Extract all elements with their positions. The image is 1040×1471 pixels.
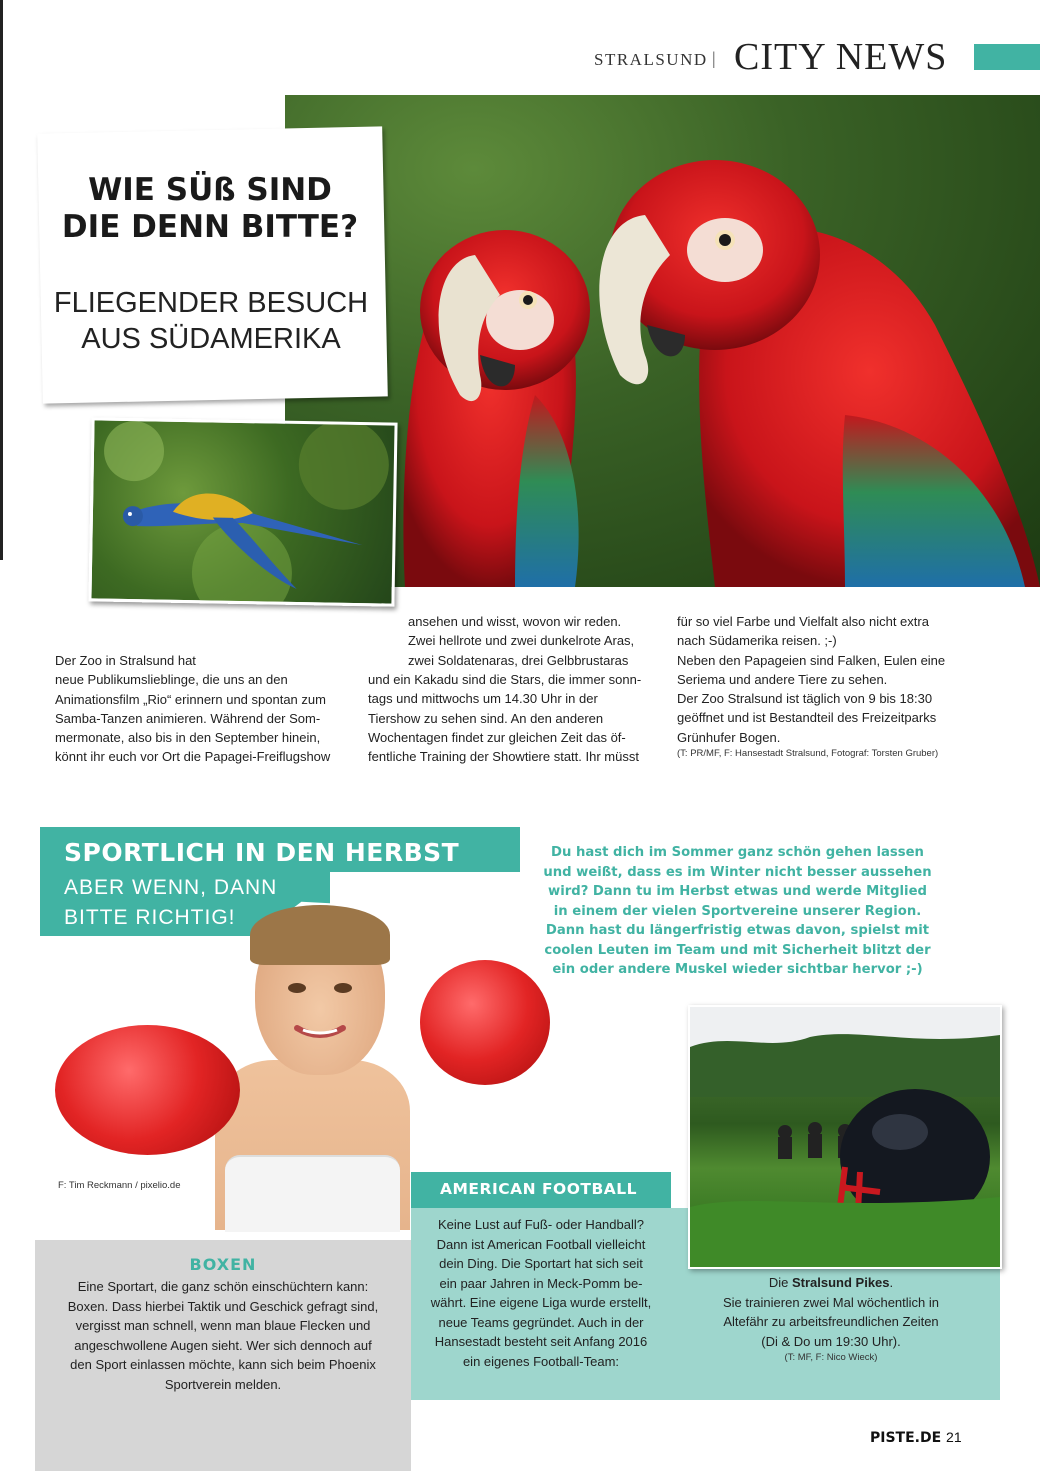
- sport-subtitle-line-1: ABER WENN, DANN: [64, 876, 278, 899]
- text-line: ansehen und wisst, wovon wir reden.: [408, 614, 622, 629]
- text-line: währt. Eine eigene Liga wurde erstellt,: [430, 1295, 652, 1310]
- text-line: Dann ist American Football vielleicht: [436, 1236, 646, 1252]
- text-line: Grünhufer Bogen.: [677, 729, 781, 745]
- header-separator: |: [712, 48, 716, 68]
- section-label: STRALSUND: [594, 50, 708, 69]
- page-title: CITY NEWS: [734, 36, 948, 78]
- boxer-top: [225, 1155, 400, 1232]
- text-line: tags und mittwochs um 14.30 Uhr in der: [368, 691, 598, 707]
- article-credit: (T: PR/MF, F: Hansestadt Stralsund, Fotograf: Torsten Gruber): [677, 748, 939, 760]
- subheadline: [50, 285, 372, 357]
- text-line: Der Zoo in Stralsund hat: [55, 653, 196, 668]
- caption-suffix: .: [889, 1275, 894, 1290]
- text-line: mermonate, also bis in den September hinein,: [55, 730, 321, 746]
- football-caption-line: [671, 1273, 991, 1293]
- text-line: angeschwollene Augen sieht. Wer sich dennoch auf: [74, 1337, 372, 1353]
- boxing-glove-left-icon: [55, 1025, 240, 1155]
- article-column-1: [55, 651, 343, 767]
- caption-prefix: Die: [768, 1275, 792, 1290]
- sport-subtitle-line-2: BITTE RICHTIG!: [64, 906, 236, 929]
- headline-line-1: WIE SÜß SIND: [88, 172, 332, 208]
- sport-title: SPORTLICH IN DEN HERBST: [64, 838, 460, 867]
- text-line: Hansestadt besteht seit Anfang 2016: [434, 1334, 648, 1349]
- headline: [60, 172, 360, 246]
- football-credit: (T: MF, F: Nico Wieck): [784, 1352, 878, 1363]
- boxen-text: [50, 1277, 396, 1394]
- text-line: coolen Leuten im Team und mit Sicherheit blitzt der: [544, 942, 931, 958]
- sport-subtitle: [64, 873, 277, 933]
- text-line: Animationsfilm „Rio“ erinnern und spontan zum: [55, 691, 326, 707]
- text-line: und ein Kakadu sind die Stars, die immer sonn-: [368, 672, 642, 687]
- text-line: (Di & Do um 19:30 Uhr).: [761, 1333, 901, 1349]
- text-line: Sportverein melden.: [164, 1376, 282, 1392]
- text-line: geöffnet und ist Bestandteil des Freizeitparks: [677, 710, 937, 726]
- text-line: wird? Dann tu im Herbst etwas und werde Mitglied: [548, 884, 927, 899]
- text-line: ein paar Jahren in Meck-Pomm be-: [439, 1275, 643, 1291]
- text-line: ein oder andere Muskel wieder sichtbar hervor ;-): [552, 962, 923, 977]
- football-caption: [671, 1273, 991, 1365]
- subheadline-line-1: FLIEGENDER BESUCH: [53, 287, 369, 319]
- text-line: zwei Soldatenaras, drei Gelbbrustaras: [408, 652, 629, 668]
- page-footer: [870, 1429, 962, 1446]
- text-line: Keine Lust auf Fuß- oder Handball?: [438, 1217, 644, 1232]
- text-line: Der Zoo Stralsund ist täglich von 9 bis 18:30: [677, 691, 933, 707]
- text-line: nach Südamerika reisen. ;-): [677, 633, 837, 649]
- text-line: Samba-Tanzen animieren. Während der Som-: [55, 710, 321, 726]
- text-line: für so viel Farbe und Vielfalt also nicht extra: [677, 614, 929, 629]
- text-line: Tiershow zu sehen sind. An den anderen: [368, 710, 604, 726]
- parrots-photo: [285, 95, 1040, 587]
- flying-macaw-photo: [88, 417, 397, 606]
- headline-line-2: DIE DENN BITTE?: [61, 209, 359, 245]
- text-line: Altefähr zu arbeitsfreundlichen Zeiten: [723, 1314, 939, 1329]
- subheadline-line-2: AUS SÜDAMERIKA: [81, 323, 341, 355]
- text-line: Du hast dich im Sommer ganz schön gehen lassen: [551, 845, 924, 860]
- article-column-3: [677, 612, 977, 761]
- page-number: 21: [946, 1429, 962, 1445]
- text-line: Boxen. Dass hierbei Taktik und Geschick gefragt sind,: [67, 1298, 379, 1314]
- sport-intro: [515, 843, 960, 980]
- text-line: Sie trainieren zwei Mal wöchentlich in: [722, 1294, 940, 1310]
- footer-brand: PISTE.DE: [870, 1430, 942, 1446]
- football-text: [421, 1215, 661, 1371]
- text-line: ein eigenes Football-Team:: [462, 1353, 620, 1369]
- text-line: neue Teams gegründet. Auch in der: [438, 1314, 644, 1330]
- text-line: neue Publikumslieblinge, die uns an den: [55, 672, 288, 688]
- text-line: dein Ding. Die Sportart hat sich seit: [439, 1256, 643, 1271]
- text-line: fentliche Training der Showtiere statt. Ihr müsst: [368, 749, 639, 765]
- football-heading: AMERICAN FOOTBALL: [440, 1180, 638, 1198]
- article-column-2: [368, 670, 658, 766]
- text-line: Dann hast du längerfristig etwas davon, spielst mit: [545, 923, 930, 938]
- text-line: Neben den Papageien sind Falken, Eulen eine: [677, 652, 946, 668]
- text-line: Zwei hellrote und zwei dunkelrote Aras,: [408, 633, 635, 649]
- text-line: den Sport einlassen möchte, kann sich beim Phoenix: [70, 1357, 376, 1372]
- left-rule: [0, 0, 3, 560]
- article-column-2-top: [408, 612, 658, 670]
- text-line: Wochentagen findet zur gleichen Zeit das öf-: [368, 729, 626, 745]
- text-line: Eine Sportart, die ganz schön einschüchtern kann:: [77, 1279, 369, 1294]
- text-line: Seriema und andere Tiere zu sehen.: [677, 671, 888, 687]
- boxen-heading: BOXEN: [189, 1255, 257, 1274]
- football-photo: [688, 1005, 1002, 1269]
- headline-card: [37, 126, 388, 403]
- boxer-photo-credit: F: Tim Reckmann / pixelio.de: [58, 1180, 181, 1191]
- text-line: vergisst man schnell, wenn man blaue Flecken und: [75, 1318, 371, 1333]
- header-accent-bar: [974, 44, 1040, 70]
- team-name: Stralsund Pikes: [791, 1275, 890, 1290]
- text-line: könnt ihr euch vor Ort die Papagei-Freiflugshow: [55, 749, 331, 765]
- text-line: und weißt, dass es im Winter nicht besser aussehen: [543, 864, 932, 880]
- text-line: in einem der vielen Sportvereine unserer Region.: [553, 903, 922, 919]
